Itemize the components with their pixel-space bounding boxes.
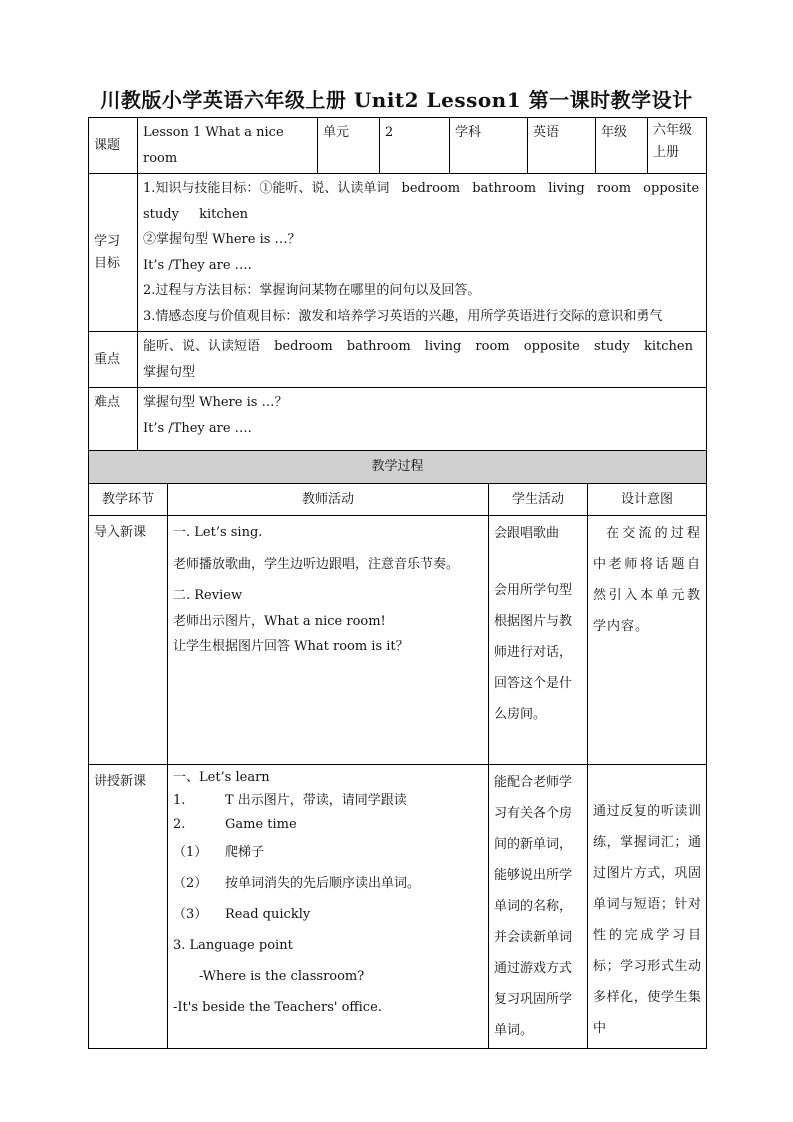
teacher-activity-line — [173, 899, 483, 930]
unit-value: 2 — [380, 118, 450, 174]
goals-line: 2.过程与方法目标：掌握询问某物在哪里的问句以及回答。 — [143, 283, 481, 298]
purpose-cell: 通过反复的听读训练，掌握词汇；通过图片方式，巩固单词与短语；针对性的完成学习目标；学习形式生动多样化，使学生集中 — [588, 765, 707, 1049]
page-title: 川教版小学英语六年级上册 Unit2 Lesson1 第一课时教学设计 — [100, 88, 693, 112]
teacher-activity-line: 让学生根据图片回答 What room is it？ — [173, 639, 409, 654]
teacher-activity-line: 一、Let’s learn — [173, 770, 270, 785]
subject-value: 英语 — [528, 118, 596, 174]
student-activity-line: 会用所学句型根据图片与教师进行对话，回答这个是什么房间。 — [494, 583, 573, 722]
list-text: T 出示图片，带读，请同学跟读 — [225, 793, 407, 808]
list-text: 爬梯子 — [225, 845, 265, 860]
teacher-activity-line: -It's beside the Teachers' office. — [173, 1000, 382, 1015]
teacher-activity-line — [173, 789, 483, 813]
teacher-activity-line: 一. Let’s sing. — [173, 525, 263, 540]
purpose-cell: 在交流的过程中老师将话题自然引入本单元教学内容。 — [588, 516, 707, 765]
grade-value: 六年级上册 — [648, 118, 707, 174]
list-number: （3） — [173, 907, 208, 922]
difficulties-line: It’s /They are …. — [143, 420, 252, 436]
goals-content — [138, 174, 707, 332]
student-activity-cell: 能配合老师学习有关各个房间的新单词，能够说出所学单词的名称，并会读新单词通过游戏方式复习巩固所学单词。 — [489, 765, 588, 1049]
teacher-activity-line: 老师播放歌曲，学生边听边跟唱，注意音乐节奏。 — [173, 556, 460, 572]
teacher-activity-cell — [168, 516, 489, 765]
difficulties-label: 难点 — [89, 388, 138, 464]
key-points-line: 掌握句型 — [143, 364, 196, 380]
student-activity-line: 会跟唱歌曲 — [494, 526, 560, 541]
teacher-activity-line: -Where is the classroom? — [199, 969, 365, 984]
teacher-activity-line: 二. Review — [173, 588, 243, 603]
column-header: 学生活动 — [489, 484, 588, 516]
difficulties-line: 掌握句型 Where is …？ — [143, 395, 288, 410]
list-number: （2） — [173, 876, 208, 891]
table-row — [89, 516, 707, 765]
process-header: 教学过程 — [89, 451, 707, 484]
list-number: 1. — [173, 793, 186, 808]
grade-label: 年级 — [596, 118, 648, 174]
list-text: 按单词消失的先后顺序读出单词。 — [225, 876, 421, 891]
key-points-content — [138, 332, 707, 388]
list-text: Game time — [225, 817, 297, 832]
subject-label: 学科 — [450, 118, 528, 174]
stage-cell: 导入新课 — [89, 516, 168, 765]
list-number: 2. — [173, 817, 186, 832]
goals-label: 学习目标 — [89, 174, 138, 332]
goals-line: 1.知识与技能目标：①能听、说、认读单词 bedroom bathroom living room opposite — [143, 181, 700, 196]
topic-label: 课题 — [89, 118, 138, 174]
goals-line: study kitchen — [143, 206, 249, 222]
stage-cell: 讲授新课 — [89, 765, 168, 1049]
teacher-activity-line — [173, 813, 483, 837]
goals-line: ②掌握句型 Where is …？ — [143, 232, 301, 247]
key-points-line: 能听、说、认读短语 bedroom bathroom living room opposite study kitchen — [143, 339, 693, 354]
student-activity-cell — [489, 516, 588, 765]
teacher-activity-line: 3. Language point — [173, 938, 293, 953]
teacher-activity-line: 老师出示图片，What a nice room! — [173, 613, 386, 629]
teacher-activity-line — [173, 837, 483, 868]
topic-value: Lesson 1 What a nice room — [138, 118, 318, 174]
info-table — [88, 117, 707, 464]
teacher-activity-line — [173, 868, 483, 899]
process-table — [88, 450, 707, 1049]
key-points-label: 重点 — [89, 332, 138, 388]
column-header: 设计意图 — [588, 484, 707, 516]
column-header: 教学环节 — [89, 484, 168, 516]
list-number: （1） — [173, 845, 208, 860]
goals-line: It’s /They are …. — [143, 257, 252, 273]
unit-label: 单元 — [318, 118, 380, 174]
goals-line: 3.情感态度与价值观目标：激发和培养学习英语的兴趣，用所学英语进行交际的意识和勇气 — [143, 308, 663, 324]
teacher-activity-cell — [168, 765, 489, 1049]
list-text: Read quickly — [225, 907, 311, 922]
table-row — [89, 765, 707, 1049]
column-header: 教师活动 — [168, 484, 489, 516]
